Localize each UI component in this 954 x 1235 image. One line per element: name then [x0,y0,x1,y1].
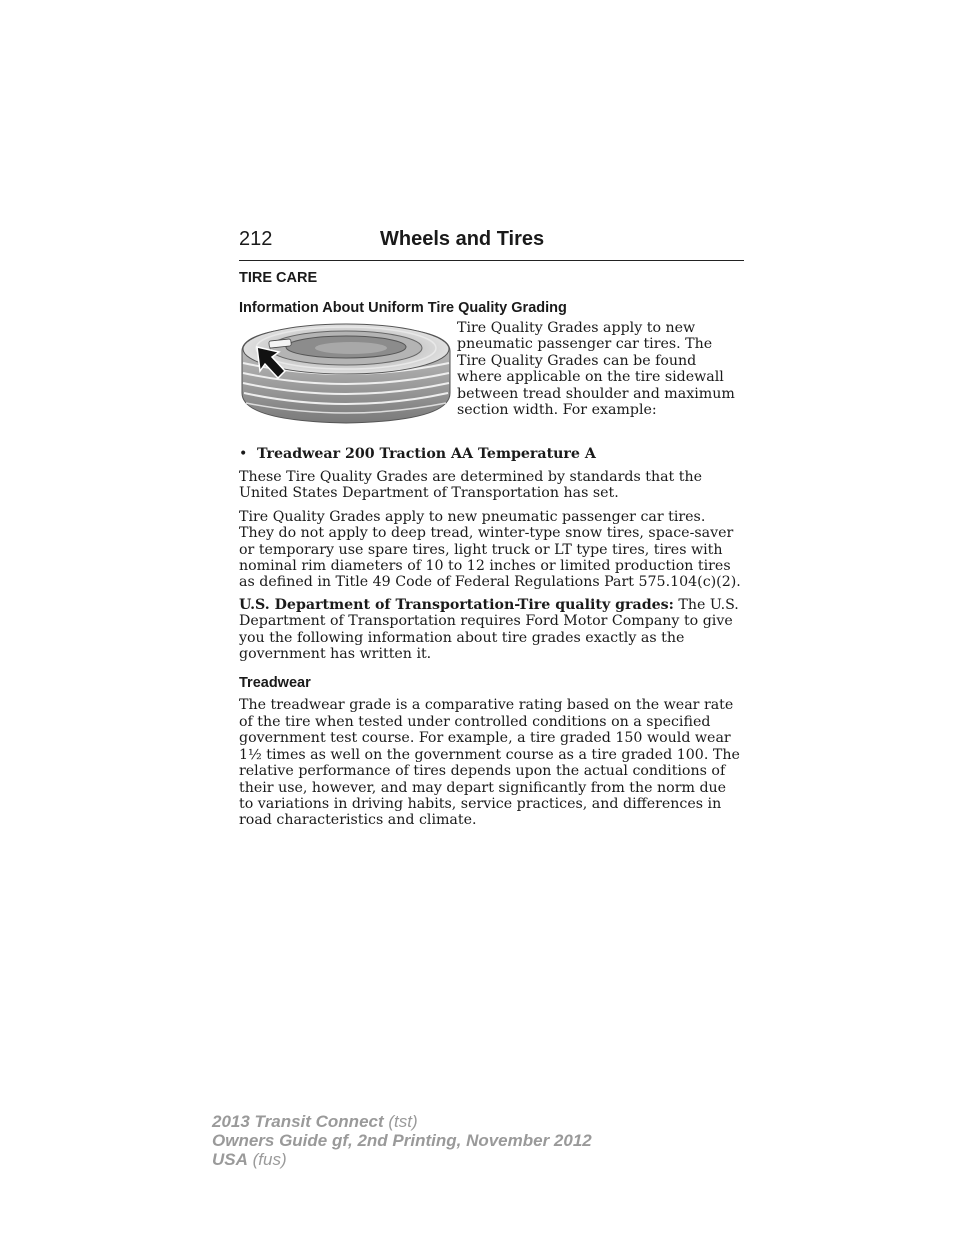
paragraph-lead-in: U.S. Department of Transportation-Tire quality grades: [239,596,674,613]
chapter-title: Wheels and Tires [380,228,545,250]
bullet-icon: • [239,446,248,462]
treadwear-heading: Treadwear [239,675,311,692]
page-number: 212 [239,228,273,250]
paragraph-applicability: Tire Quality Grades apply to new pneumatic passenger car tires. They do not apply to deep tread, winter-type snow tires, space-saver or temporary use spare tires, light truck or LT type tires, tires with nominal rim diameters of 10 to 12 inches or limited production tires as defined in Title 49 Code of Federal Regulations Part 575.104(c)(2). [239,508,741,591]
section-title: TIRE CARE [239,270,318,286]
footer-market: USA [212,1150,248,1169]
bullet-text: Treadwear 200 Traction AA Temperature A [257,446,596,462]
paragraph-dot-grades [239,597,744,663]
paragraph-body: The U.S. Department of Transportation requires Ford Motor Company to give you the following information about tire grades exactly as the government has written it. [239,596,739,663]
page-footer [212,1112,592,1169]
tire-sidewall-arrow-icon [239,321,453,425]
list-item [239,446,744,462]
footer-line-printing: Owners Guide gf, 2nd Printing, November 2012 [212,1131,592,1150]
intro-text: Tire Quality Grades apply to new pneumatic passenger car tires. The Tire Quality Grades can be found where applicable on the tire sidewall between tread shoulder and maximum section width. For example: [457,320,735,419]
page-content [239,228,744,829]
page-header [239,228,744,261]
footer-line-market [212,1150,592,1169]
footer-market-code: (fus) [247,1150,287,1169]
footer-model-code: (tst) [383,1112,418,1131]
footer-line-model [212,1112,592,1131]
paragraph-treadwear: The treadwear grade is a comparative rating based on the wear rate of the tire when tested under controlled conditions on a specified government test course. For example, a tire graded 150 would wear 1½ times as well on the government course as a tire graded 100. The relative performance of tires depends upon the actual conditions of their use, however, and may depart significantly from the norm due to variations in driving habits, service practices, and differences in road characteristics and climate. [239,697,740,829]
intro-block [239,320,744,425]
paragraph-standards: These Tire Quality Grades are determined by standards that the United States Department of Transportation has set. [239,469,702,502]
section-subheading: Information About Uniform Tire Quality Grading [239,300,567,316]
footer-model: 2013 Transit Connect [212,1112,384,1131]
